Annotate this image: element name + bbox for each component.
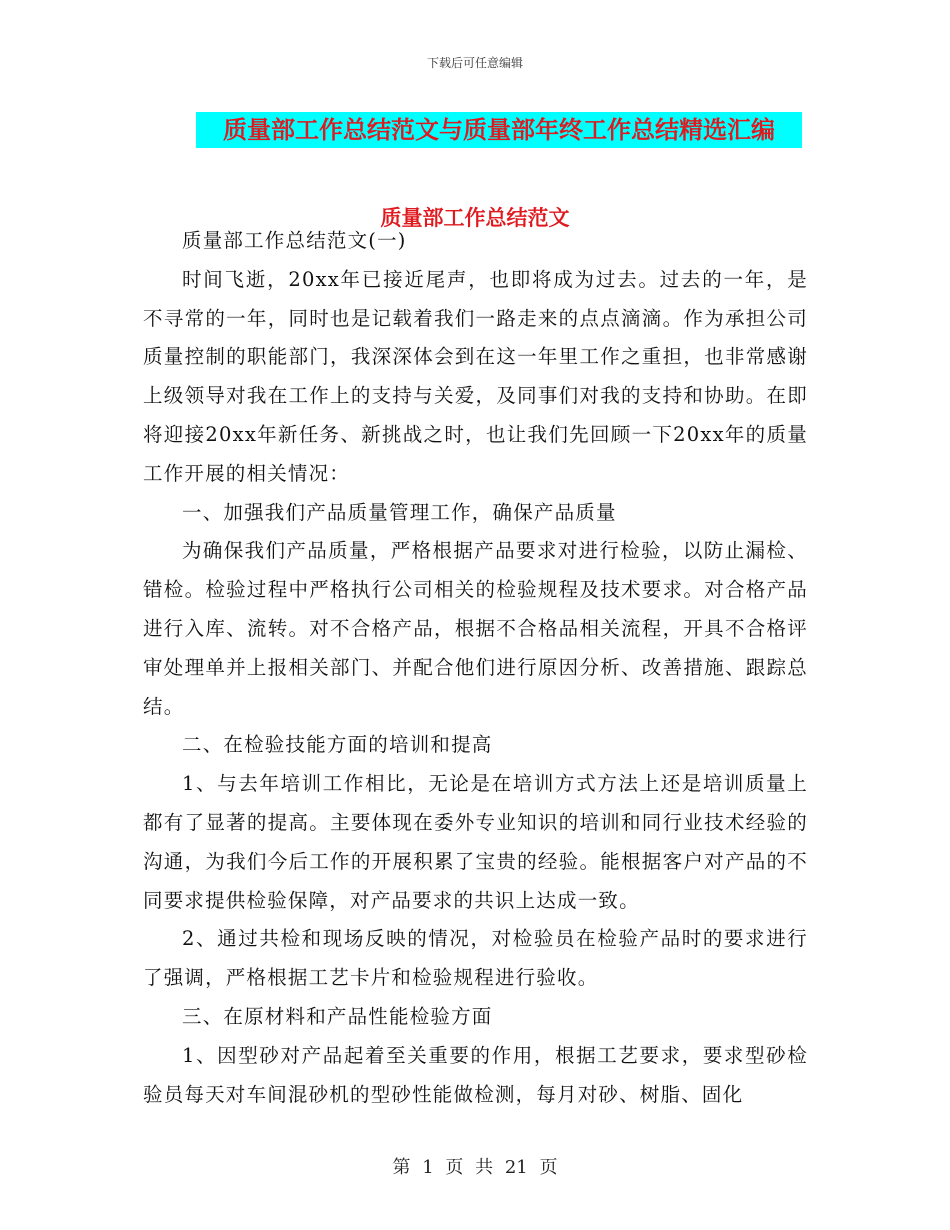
- paragraph: 为确保我们产品质量，严格根据产品要求对进行检验，以防止漏检、错检。检验过程中严格执行公司相关的检验规程及技术要求。对合格产品进行入库、流转。对不合格产品，根据不合格品相关流程，开具不合格评审处理单并上报相关部门、并配合他们进行原因分析、改善措施、跟踪总结。: [143, 539, 808, 718]
- paragraph: 二、在检验技能方面的培训和提高: [182, 733, 493, 757]
- document-title: 质量部工作总结范文与质量部年终工作总结精选汇编: [223, 116, 775, 144]
- paragraph: 时间飞逝，20xx年已接近尾声，也即将成为过去。过去的一年，是不寻常的一年，同时也是记载着我们一路走来的点点滴滴。作为承担公司质量控制的职能部门，我深深体会到在这一年里工作之重担，也非常感谢上级领导对我在工作上的支持与关爱，及同事们对我的支持和协助。在即将迎接20xx年新任务、新挑战之时，也让我们先回顾一下20xx年的质量工作开展的相关情况：: [143, 267, 808, 485]
- paragraph: 质量部工作总结范文(一): [182, 229, 407, 252]
- section-title: 质量部工作总结范文: [380, 206, 570, 230]
- header-note: 下载后可任意编辑: [426, 56, 523, 70]
- paragraph: 1、因型砂对产品起着至关重要的作用，根据工艺要求，要求型砂检验员每天对车间混砂机的型砂性能做检测，每月对砂、树脂、固化: [143, 1043, 808, 1106]
- paragraph: 一、加强我们产品质量管理工作，确保产品质量: [182, 500, 617, 524]
- paragraph: 2、通过共检和现场反映的情况，对检验员在检验产品时的要求进行了强调，严格根据工艺卡片和检验规程进行验收。: [143, 927, 808, 990]
- page-footer: 第 1 页 共 21 页: [392, 1157, 558, 1178]
- paragraph: 1、与去年培训工作相比，无论是在培训方式方法上还是培训质量上都有了显著的提高。主要体现在委外专业知识的培训和同行业技术经验的沟通，为我们今后工作的开展积累了宝贵的经验。能根据客户对产品的不同要求提供检验保障，对产品要求的共识上达成一致。: [143, 772, 808, 912]
- document-body: [143, 222, 808, 1114]
- paragraph: 三、在原材料和产品性能检验方面: [182, 1004, 493, 1028]
